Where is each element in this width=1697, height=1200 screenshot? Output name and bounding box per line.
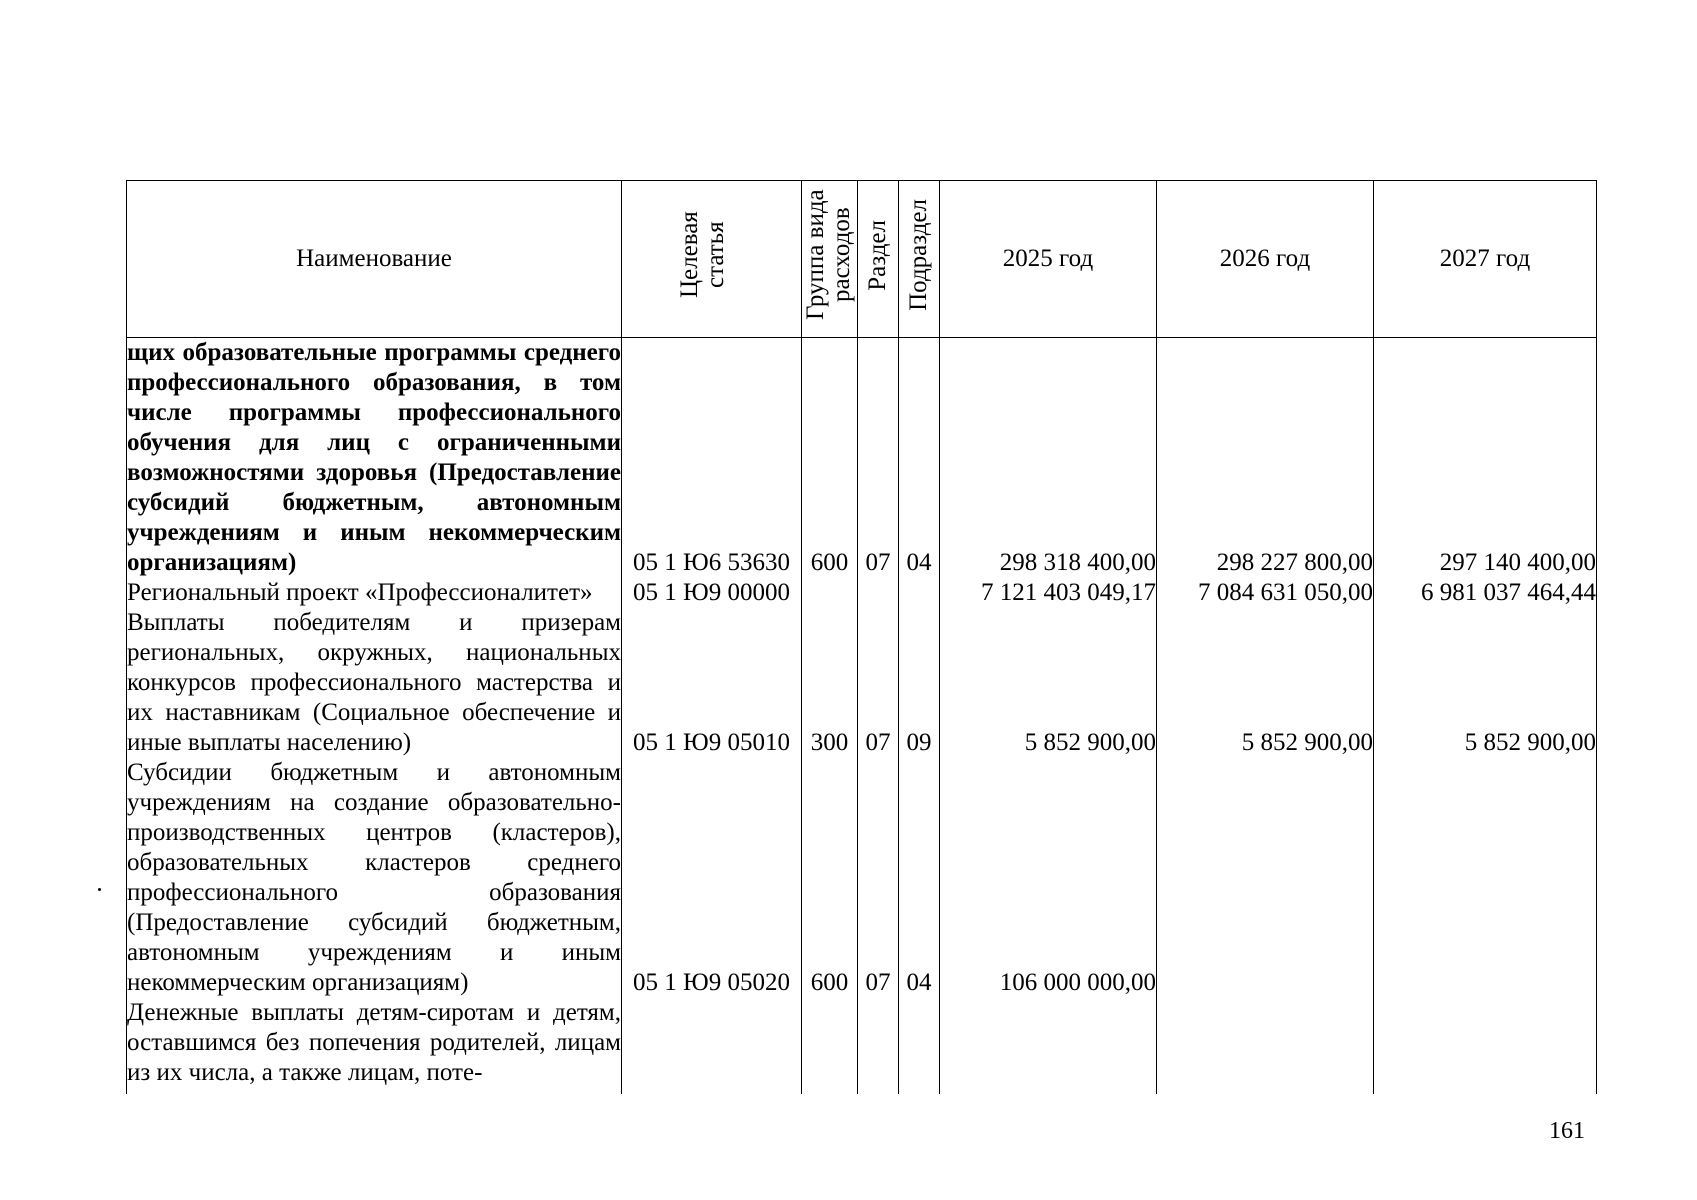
row-amount-2026: 7 084 631 050,00 (1157, 578, 1374, 608)
row-subsection: 04 (899, 758, 940, 998)
row-name: щих образовательные программы среднего профессионального образования, в том числе программы профессионального обучения для лиц с ограниченными возможностями здоровья (Предоставление субсидий бюджетным, автономным учреждениям и иным некоммерческим организациям) (127, 339, 621, 576)
table-row (127, 758, 1597, 998)
row-group: 600 (802, 338, 858, 579)
header-target-article: Целевая статья (622, 181, 802, 338)
row-name: Денежные выплаты детям-сиротам и детям, оставшимся без попечения родителей, лицам из их числа, а также лицам, поте- (127, 998, 622, 1094)
row-section: 07 (858, 758, 899, 998)
row-amount-2026 (1157, 998, 1374, 1094)
row-amount-2027: 297 140 400,00 (1374, 338, 1597, 579)
header-2027: 2027 год (1374, 181, 1597, 338)
header-row (127, 181, 1597, 338)
row-section: 07 (858, 608, 899, 758)
row-name: Региональный проект «Профессионалитет» (127, 578, 622, 608)
table-row (127, 998, 1597, 1094)
page-number: 161 (1549, 1118, 1585, 1144)
table-row (127, 578, 1597, 608)
row-amount-2025: 106 000 000,00 (940, 758, 1157, 998)
row-code (622, 998, 802, 1094)
row-code: 05 1 Ю9 05020 (622, 758, 802, 998)
row-section (858, 998, 899, 1094)
row-code: 05 1 Ю9 05010 (622, 608, 802, 758)
scan-speck (98, 888, 101, 891)
row-group: 600 (802, 758, 858, 998)
row-name: Выплаты победителям и призерам региональных, окружных, национальных конкурсов профессионального мастерства и их наставникам (Социальное обеспечение и иные выплаты населению) (127, 609, 621, 756)
row-amount-2025 (940, 998, 1157, 1094)
row-name: Субсидии бюджетным и автономным учреждениям на создание образовательно-производственных центров (кластеров), образовательных кластеров среднего профессионального образования (Предоставление субсидий бюджетным, автономным учреждениям и иным некоммерческим организациям) (127, 759, 621, 996)
row-amount-2025: 7 121 403 049,17 (940, 578, 1157, 608)
header-name: Наименование (127, 181, 622, 338)
row-group (802, 578, 858, 608)
row-subsection: 09 (899, 608, 940, 758)
row-section (858, 578, 899, 608)
row-amount-2026 (1157, 758, 1374, 998)
row-amount-2025: 5 852 900,00 (940, 608, 1157, 758)
row-subsection (899, 998, 940, 1094)
row-group (802, 998, 858, 1094)
row-amount-2027 (1374, 998, 1597, 1094)
row-amount-2027: 6 981 037 464,44 (1374, 578, 1597, 608)
row-amount-2027 (1374, 758, 1597, 998)
row-amount-2025: 298 318 400,00 (940, 338, 1157, 579)
row-code: 05 1 Ю9 00000 (622, 578, 802, 608)
row-group: 300 (802, 608, 858, 758)
budget-table (126, 180, 1597, 1094)
header-2026: 2026 год (1157, 181, 1374, 338)
table-row (127, 608, 1597, 758)
row-amount-2026: 5 852 900,00 (1157, 608, 1374, 758)
row-code: 05 1 Ю6 53630 (622, 338, 802, 579)
row-subsection: 04 (899, 338, 940, 579)
row-subsection (899, 578, 940, 608)
table-row (127, 338, 1597, 579)
header-section: Раздел (858, 181, 899, 338)
row-amount-2026: 298 227 800,00 (1157, 338, 1374, 579)
header-2025: 2025 год (940, 181, 1157, 338)
row-section: 07 (858, 338, 899, 579)
header-subsection: Подраздел (899, 181, 940, 338)
header-expense-group: Группа вида расходов (802, 181, 858, 338)
row-amount-2027: 5 852 900,00 (1374, 608, 1597, 758)
